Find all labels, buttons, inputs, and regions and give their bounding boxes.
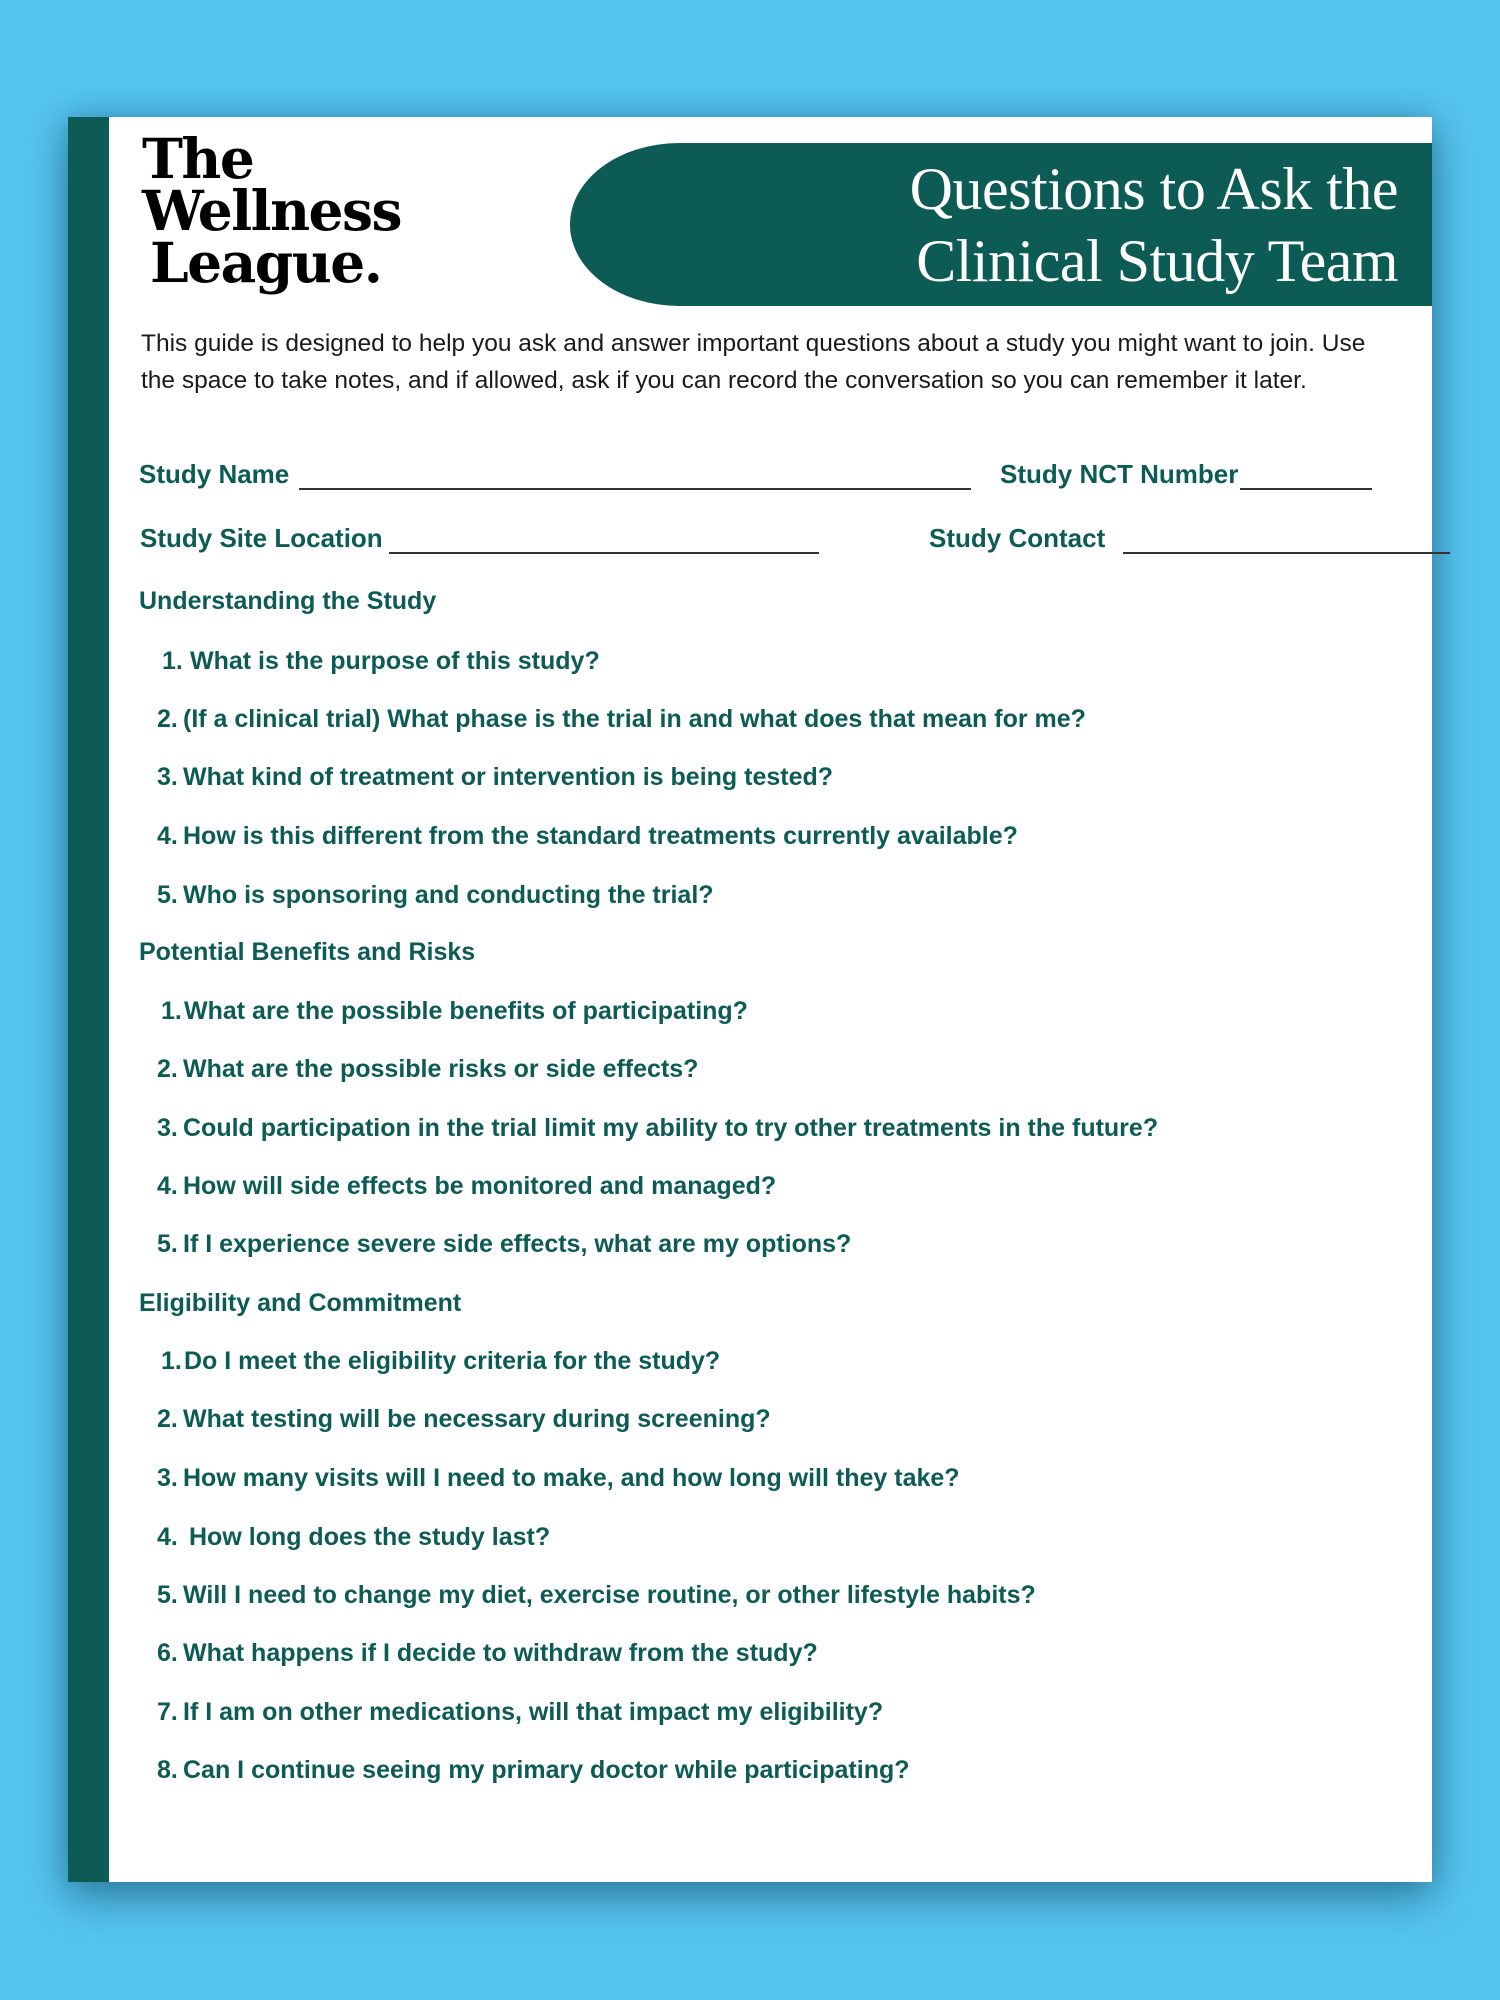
- question-item: [157, 1581, 1036, 1610]
- question-text: If I experience severe side effects, what are my options?: [183, 1230, 852, 1258]
- section-heading-benefits-risks: Potential Benefits and Risks: [139, 938, 476, 966]
- field-row-1: [139, 459, 1399, 499]
- logo-line-3: League.: [150, 230, 382, 295]
- question-text: Could participation in the trial limit my ability to try other treatments in the future?: [183, 1114, 1159, 1142]
- question-item: [157, 822, 1018, 851]
- question-item: [161, 1347, 720, 1376]
- question-item: [157, 1639, 818, 1668]
- question-number: 3.: [157, 763, 178, 791]
- question-item: [157, 763, 833, 792]
- question-number: 5.: [157, 1581, 178, 1609]
- question-text: What are the possible benefits of participating?: [184, 997, 748, 1025]
- question-text: How will side effects be monitored and managed?: [183, 1172, 777, 1200]
- question-text: (If a clinical trial) What phase is the trial in and what does that mean for me?: [183, 705, 1086, 733]
- title-banner: [570, 143, 1432, 306]
- study-name-label: Study Name: [139, 459, 290, 489]
- field-row-2: [139, 523, 1399, 563]
- title-line-2: Clinical Study Team: [916, 228, 1398, 294]
- question-item: [157, 1464, 960, 1493]
- question-number: 3.: [157, 1114, 178, 1142]
- question-number: 8.: [157, 1756, 178, 1784]
- study-site-location-input-line[interactable]: [389, 526, 819, 554]
- question-text: Can I continue seeing my primary doctor while participating?: [183, 1756, 910, 1784]
- brand-logo: [142, 126, 401, 295]
- question-number: 7.: [157, 1698, 178, 1726]
- question-number: 2.: [157, 1055, 178, 1083]
- question-text: How is this different from the standard treatments currently available?: [183, 822, 1018, 850]
- question-item: [157, 1523, 550, 1552]
- question-item: [157, 1230, 851, 1259]
- question-text: Who is sponsoring and conducting the trial?: [183, 881, 714, 909]
- question-number: 2.: [157, 705, 178, 733]
- question-number: 1.: [161, 1347, 182, 1375]
- question-text: What kind of treatment or intervention is being tested?: [183, 763, 834, 791]
- question-number: 4.: [157, 1523, 178, 1551]
- question-item: [157, 881, 714, 910]
- question-number: 4.: [157, 822, 178, 850]
- question-item: [157, 705, 1086, 734]
- question-text: If I am on other medications, will that impact my eligibility?: [183, 1698, 884, 1726]
- question-text: How long does the study last?: [189, 1523, 551, 1551]
- question-number: 5.: [157, 881, 178, 909]
- question-number: 1.: [162, 647, 183, 675]
- question-number: 1.: [161, 997, 182, 1025]
- question-number: 4.: [157, 1172, 178, 1200]
- document-page: [68, 117, 1432, 1882]
- study-contact-field[interactable]: [929, 523, 1450, 554]
- study-name-field[interactable]: [139, 459, 971, 490]
- study-contact-label: Study Contact: [929, 523, 1106, 553]
- question-text: Will I need to change my diet, exercise routine, or other lifestyle habits?: [183, 1581, 1036, 1609]
- study-site-location-label: Study Site Location: [140, 523, 383, 553]
- study-name-input-line[interactable]: [299, 462, 971, 490]
- question-text: How many visits will I need to make, and how long will they take?: [183, 1464, 960, 1492]
- question-number: 5.: [157, 1230, 178, 1258]
- section-heading-understanding: Understanding the Study: [139, 587, 437, 615]
- question-item: [157, 1172, 776, 1201]
- question-number: 3.: [157, 1464, 178, 1492]
- question-item: [157, 1756, 910, 1785]
- question-item: [157, 1114, 1158, 1143]
- question-item: [157, 1698, 883, 1727]
- side-accent-bar: [68, 117, 109, 1882]
- study-nct-number-field[interactable]: [1000, 459, 1372, 490]
- question-text: What is the purpose of this study?: [190, 647, 600, 675]
- study-nct-number-label: Study NCT Number: [1000, 459, 1239, 489]
- study-site-location-field[interactable]: [140, 523, 819, 554]
- question-number: 2.: [157, 1405, 178, 1433]
- question-text: What testing will be necessary during screening?: [183, 1405, 771, 1433]
- intro-paragraph: This guide is designed to help you ask and answer important questions about a study you might want to join. Use the space to take notes, and if allowed, ask if you can record the conversation so you can remember it later.: [141, 330, 1366, 394]
- question-text: What happens if I decide to withdraw from the study?: [183, 1639, 818, 1667]
- page-title: [910, 153, 1398, 297]
- logo-line-1: The: [142, 126, 254, 191]
- question-item: [157, 1055, 698, 1084]
- question-item: [157, 1405, 771, 1434]
- question-text: What are the possible risks or side effects?: [183, 1055, 699, 1083]
- question-item: [161, 997, 748, 1026]
- question-text: Do I meet the eligibility criteria for the study?: [184, 1347, 721, 1375]
- study-contact-input-line[interactable]: [1123, 526, 1450, 554]
- section-heading-eligibility: Eligibility and Commitment: [139, 1289, 462, 1317]
- logo-line-2: Wellness: [142, 178, 401, 243]
- question-item: [162, 647, 600, 676]
- study-nct-number-input-line[interactable]: [1240, 462, 1372, 490]
- question-number: 6.: [157, 1639, 178, 1667]
- title-line-1: Questions to Ask the: [909, 156, 1398, 222]
